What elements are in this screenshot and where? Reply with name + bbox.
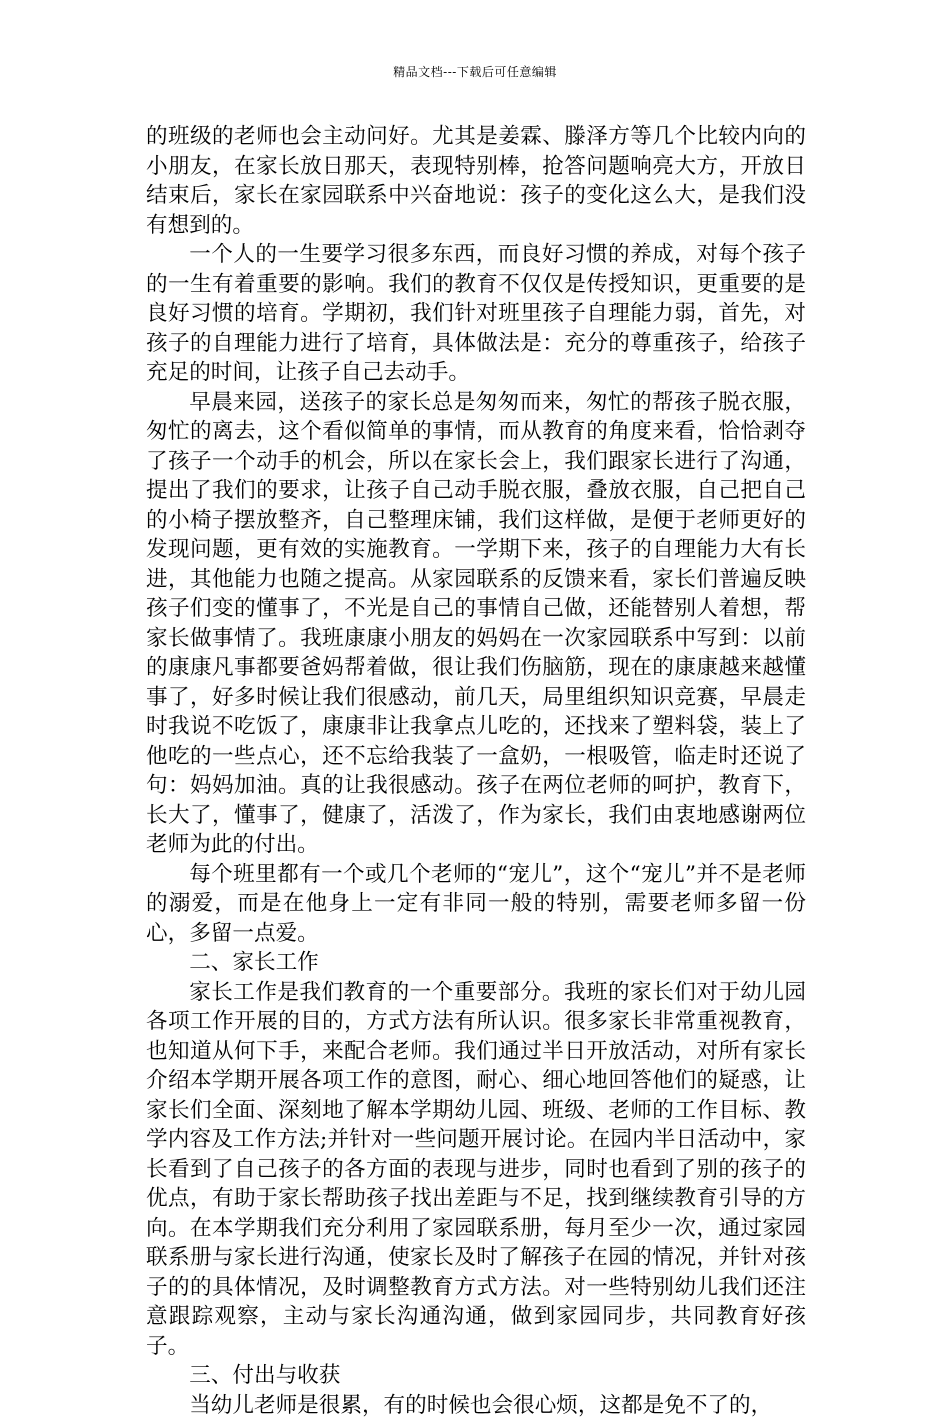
paragraph-favorite-child: 每个班里都有一个或几个老师的“宠儿”，这个“宠儿”并不是老师的溺爱，而是在他身上一定有非同一般的特别，需要老师多留一份心，多留一点爱。 bbox=[146, 860, 806, 949]
paragraph-continuation: 的班级的老师也会主动问好。尤其是姜霖、滕泽方等几个比较内向的小朋友，在家长放日那天，表现特别棒，抢答问题响亮大方，开放日结束后，家长在家园联系中兴奋地说：孩子的变化这么大，是我们没有想到的。 bbox=[146, 122, 806, 240]
section-heading-effort-and-reward: 三、付出与收获 bbox=[146, 1361, 806, 1391]
paragraph-parent-work: 家长工作是我们教育的一个重要部分。我班的家长们对于幼儿园各项工作开展的目的，方式方法有所认识。很多家长非常重视教育，也知道从何下手，来配合老师。我们通过半日开放活动，对所有家长介绍本学期开展各项工作的意图，耐心、细心地回答他们的疑惑，让家长们全面、深刻地了解本学期幼儿园、班级、老师的工作目标、教学内容及工作方法;并针对一些问题开展讨论。在园内半日活动中，家长看到了自己孩子的各方面的表现与进步，同时也看到了别的孩子的优点，有助于家长帮助孩子找出差距与不足，找到继续教育引导的方向。在本学期我们充分利用了家园联系册，每月至少一次，通过家园联系册与家长进行沟通，使家长及时了解孩子在园的情况，并针对孩子的的具体情况，及时调整教育方式方法。对一些特别幼儿我们还注意跟踪观察，主动与家长沟通沟通，做到家园同步，共同教育好孩子。 bbox=[146, 978, 806, 1362]
section-heading-parent-work: 二、家长工作 bbox=[146, 948, 806, 978]
document-body bbox=[146, 122, 806, 1420]
paragraph-teacher-tired: 当幼儿老师是很累，有的时候也会很心烦，这都是免不了的， bbox=[146, 1391, 806, 1420]
paragraph-morning-arrival: 早晨来园，送孩子的家长总是匆匆而来，匆忙的帮孩子脱衣服，匆忙的离去，这个看似简单的事情，而从教育的角度来看，恰恰剥夺了孩子一个动手的机会，所以在家长会上，我们跟家长进行了沟通，提出了我们的要求，让孩子自己动手脱衣服，叠放衣服，自己把自己的小椅子摆放整齐，自己整理床铺，我们这样做，是便于老师更好的发现问题，更有效的实施教育。一学期下来，孩子的自理能力大有长进，其他能力也随之提高。从家园联系的反馈来看，家长们普遍反映孩子们变的懂事了，不光是自己的事情自己做，还能替别人着想，帮家长做事情了。我班康康小朋友的妈妈在一次家园联系中写到：以前的康康凡事都要爸妈帮着做，很让我们伤脑筋，现在的康康越来越懂事了，好多时候让我们很感动，前几天，局里组织知识竞赛，早晨走时我说不吃饭了，康康非让我拿点儿吃的，还找来了塑料袋，装上了他吃的一些点心，还不忘给我装了一盒奶，一根吸管，临走时还说了句：妈妈加油。真的让我很感动。孩子在两位老师的呵护，教育下，长大了，懂事了，健康了，活泼了，作为家长，我们由衷地感谢两位老师为此的付出。 bbox=[146, 388, 806, 860]
page-header: 精品文档---下载后可任意编辑 bbox=[0, 64, 950, 80]
paragraph-habits: 一个人的一生要学习很多东西，而良好习惯的养成，对每个孩子的一生有着重要的影响。我们的教育不仅仅是传授知识，更重要的是良好习惯的培育。学期初，我们针对班里孩子自理能力弱，首先，对孩子的自理能力进行了培育，具体做法是：充分的尊重孩子，给孩子充足的时间，让孩子自己去动手。 bbox=[146, 240, 806, 388]
